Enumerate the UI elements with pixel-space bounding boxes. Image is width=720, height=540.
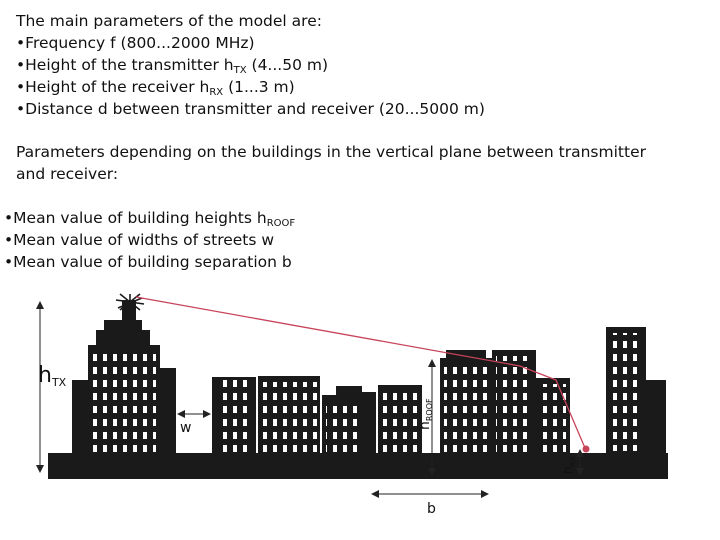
- bullet: •: [16, 34, 26, 52]
- model-parameters: [16, 10, 485, 120]
- rx-subscript: RX: [209, 87, 224, 98]
- bullet: •: [4, 253, 14, 271]
- building: [606, 327, 666, 460]
- propagation-diagram: [0, 280, 720, 540]
- building: [440, 350, 492, 460]
- roof-height-label: $h_{ROOF}$: [417, 398, 434, 430]
- street-width-label: w: [180, 420, 192, 436]
- transmitter-building: [72, 300, 176, 460]
- params-heading: The main parameters of the model are:: [16, 12, 322, 30]
- street-width-text: Mean value of widths of streets w: [13, 231, 275, 249]
- building: [360, 385, 422, 460]
- distance-text: Distance d between transmitter and receiver (20...5000 m): [25, 100, 485, 118]
- bullet: •: [4, 231, 14, 249]
- roof-subscript: ROOF: [266, 218, 296, 229]
- tx-height-text: Height of the transmitter h: [25, 56, 234, 74]
- city-skyline: [48, 294, 668, 479]
- rx-height-label: $h_{RX}$: [561, 456, 577, 474]
- param-frequency: [16, 32, 485, 54]
- separation-label: b: [427, 501, 436, 517]
- building-params-intro: Parameters depending on the buildings in the vertical plane between transmitter and receiver:: [16, 143, 646, 183]
- separation-text: Mean value of building separation b: [13, 253, 292, 271]
- building: [322, 386, 362, 460]
- bullet: •: [16, 78, 26, 96]
- building: [492, 350, 536, 460]
- rx-height-text: Height of the receiver h: [25, 78, 210, 96]
- rx-range: (1...3 m): [223, 78, 295, 96]
- frequency-text: Frequency f (800...2000 MHz): [25, 34, 255, 52]
- tx-height-label: hTX: [38, 363, 67, 389]
- param-separation: [4, 251, 295, 273]
- tx-range: (4...50 m): [246, 56, 329, 74]
- param-roof-height: [4, 207, 295, 229]
- roof-height-text: Mean value of building heights h: [13, 209, 267, 227]
- param-street-width: [4, 229, 295, 251]
- bullet: •: [4, 209, 14, 227]
- param-distance: [16, 98, 485, 120]
- param-tx-height: [16, 54, 485, 76]
- param-rx-height: [16, 76, 485, 98]
- bullet: •: [16, 100, 26, 118]
- building: [258, 376, 320, 460]
- tx-subscript: TX: [233, 65, 247, 76]
- building: [536, 378, 570, 460]
- receiver-icon: [583, 446, 590, 453]
- building: [212, 377, 256, 459]
- bullet: •: [16, 56, 26, 74]
- building-parameters: [4, 207, 295, 273]
